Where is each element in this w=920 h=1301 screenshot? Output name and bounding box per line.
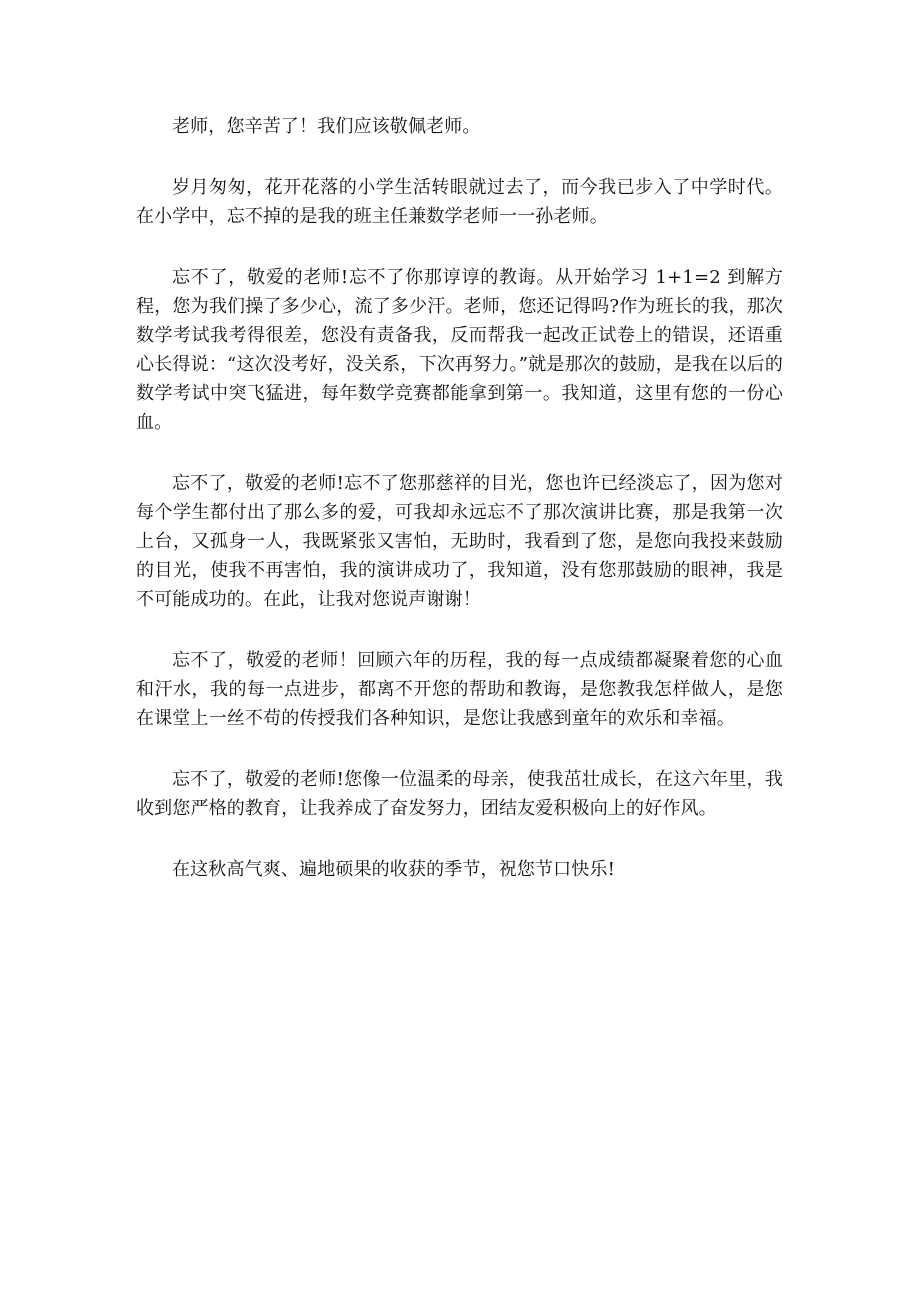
paragraph-teaching-memory: 忘不了，敬爱的老师!忘不了你那谆谆的教诲。从开始学习 1+1=2 到解方程，您为我们操了多少心，流了多少汗。老师，您还记得吗?作为班长的我，那次数学考试我考得很差，您没有责备我，反而帮我一起改正试卷上的错误，还语重心长得说：“这次没考好，没关系，下次再努力。”就是那次的鼓励，是我在以后的数学考试中突飞猛进，每年数学竞赛都能拿到第一。我知道，这里有您的一份心血。 xyxy=(136,267,783,433)
paragraph-holiday-wish: 在这秋高气爽、遍地硕果的收获的季节，祝您节口快乐! xyxy=(172,859,615,880)
document-body xyxy=(136,112,783,916)
paragraph-speech-contest: 忘不了，敬爱的老师!忘不了您那慈祥的目光，您也许已经淡忘了，因为您对每个学生都付出了那么多的爱，可我却永远忘不了那次演讲比赛，那是我第一次上台，又孤身一人，我既紧张又害怕，无助时，我看到了您，是您向我投来鼓励的目光，使我不再害怕，我的演讲成功了，我知道，没有您那鼓励的眼神，我是不可能成功的。在此，让我对您说声谢谢！ xyxy=(136,473,783,610)
paragraph-six-years: 忘不了，敬爱的老师！回顾六年的历程，我的每一点成绩都凝聚着您的心血和汗水，我的每一点进步，都离不开您的帮助和教诲，是您教我怎样做人，是您在课堂上一丝不苟的传授我们各种知识，是您让我感到童年的欢乐和幸福。 xyxy=(136,650,783,729)
paragraph-gentle-mother: 忘不了，敬爱的老师!您像一位温柔的母亲，使我茁壮成长，在这六年里，我收到您严格的教育，让我养成了奋发努力，团结友爱积极向上的好作风。 xyxy=(136,769,783,819)
paragraph-introduction: 岁月匆匆，花开花落的小学生活转眼就过去了，而今我已步入了中学时代。在小学中，忘不掉的是我的班主任兼数学老师一一孙老师。 xyxy=(136,177,783,227)
paragraph-greeting: 老师，您辛苦了！我们应该敬佩老师。 xyxy=(172,116,481,137)
